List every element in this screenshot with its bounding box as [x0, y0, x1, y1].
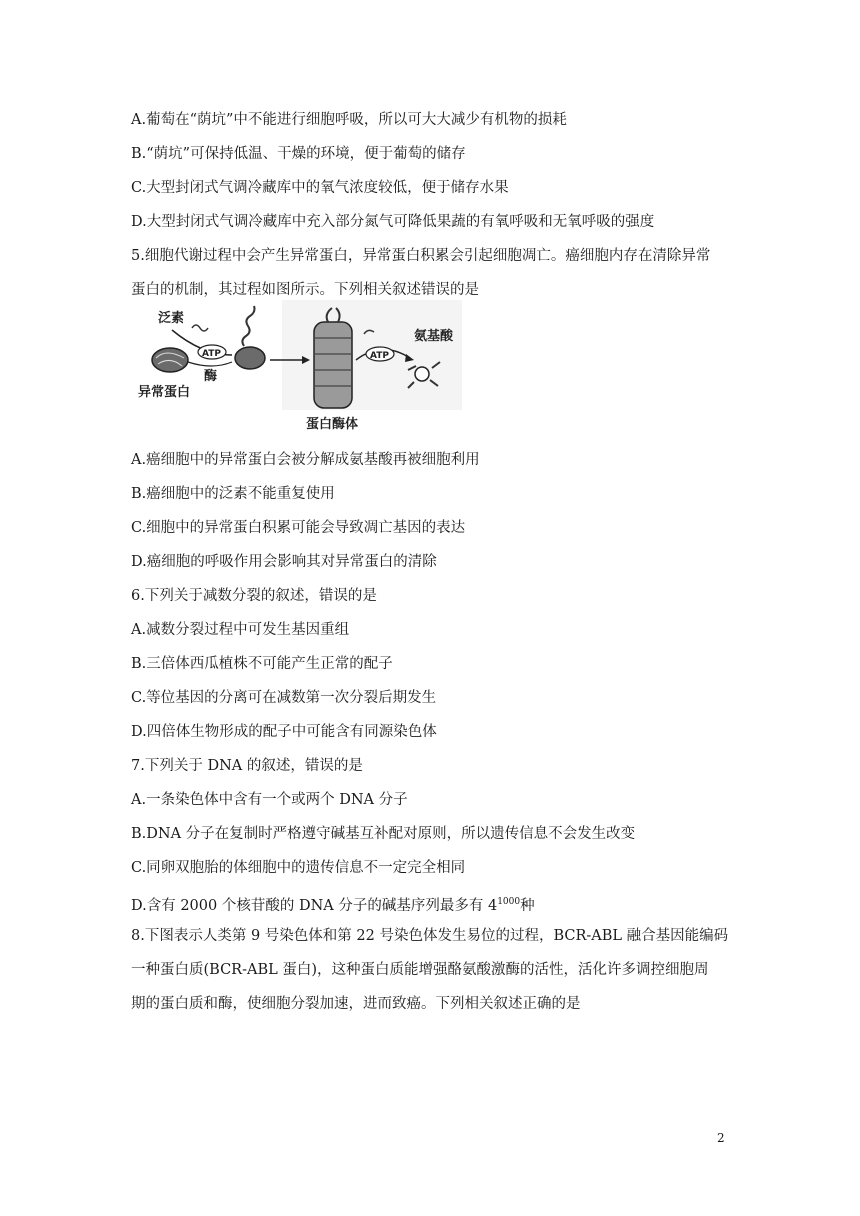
atp-label-2: ATP [370, 351, 390, 361]
proteasome-icon [314, 322, 352, 408]
tagged-protein-icon [235, 347, 265, 369]
q6-option-c: C.等位基因的分离可在减数第一次分裂后期发生 [131, 690, 437, 706]
q6-option-d: D.四倍体生物形成的配子中可能含有同源染色体 [131, 724, 437, 740]
q7-option-b: B.DNA 分子在复制时严格遵守碱基互补配对原则，所以遗传信息不会发生改变 [131, 826, 636, 842]
q8-stem-line-3: 期的蛋白质和酶，使细胞分裂加速，进而致癌。下列相关叙述正确的是 [131, 996, 581, 1012]
q5-option-a: A.癌细胞中的异常蛋白会被分解成氨基酸再被细胞利用 [131, 452, 480, 468]
proteasome-label: 蛋白酶体 [306, 417, 359, 432]
q6-option-b: B.三倍体西瓜植株不可能产生正常的配子 [131, 656, 393, 672]
abnormal-protein-label: 异常蛋白 [138, 385, 191, 400]
ubiquitin-chain-icon [192, 325, 208, 331]
enzyme-label: 酶 [204, 369, 218, 384]
atp-label-1: ATP [202, 349, 222, 359]
ubiquitin-label: 泛素 [158, 311, 185, 326]
polyubiquitin-chain-icon [242, 306, 254, 346]
amino-acid-icon [415, 367, 429, 381]
q4-option-b: B.“荫坑”可保持低温、干燥的环境，便于葡萄的储存 [131, 146, 466, 162]
q8-stem-line-2: 一种蛋白质(BCR-ABL 蛋白)，这种蛋白质能增强酪氨酸激酶的活性，活化许多调控细胞周 [131, 962, 709, 978]
atp-return-arrow-1 [188, 362, 232, 366]
q7-option-c: C.同卵双胞胎的体细胞中的遗传信息不一定完全相同 [131, 860, 466, 876]
protein-degradation-figure [132, 300, 462, 448]
q4-option-d: D.大型封闭式气调冷藏库中充入部分氮气可降低果蔬的有氧呼吸和无氧呼吸的强度 [131, 214, 655, 230]
q5-option-d: D.癌细胞的呼吸作用会影响其对异常蛋白的清除 [131, 554, 437, 570]
q7-stem: 7.下列关于 DNA 的叙述，错误的是 [131, 758, 363, 774]
q5-option-b: B.癌细胞中的泛素不能重复使用 [131, 486, 335, 502]
q7-option-d-prefix: D.含有 2000 个核苷酸的 DNA 分子的碱基序列最多有 4 [131, 898, 498, 914]
q5-stem-line-1: 5.细胞代谢过程中会产生异常蛋白，异常蛋白积累会引起细胞凋亡。癌细胞内存在清除异常 [131, 248, 711, 264]
q5-option-c: C.细胞中的异常蛋白积累可能会导致凋亡基因的表达 [131, 520, 466, 536]
q6-stem: 6.下列关于减数分裂的叙述，错误的是 [131, 588, 377, 604]
q4-option-c: C.大型封闭式气调冷藏库中的氧气浓度较低，便于储存水果 [131, 180, 509, 196]
q7-option-d-exponent: 1000 [497, 897, 521, 907]
q8-stem-line-1: 8.下图表示人类第 9 号染色体和第 22 号染色体发生易位的过程，BCR-ABL 融合基因能编码 [131, 928, 729, 944]
q6-option-a: A.减数分裂过程中可发生基因重组 [131, 622, 350, 638]
q7-option-d [131, 892, 535, 916]
q4-option-a: A.葡萄在“荫坑”中不能进行细胞呼吸，所以可大大减少有机物的损耗 [131, 112, 567, 128]
page-number: 2 [717, 1131, 725, 1145]
q5-stem-line-2: 蛋白的机制，其过程如图所示。下列相关叙述错误的是 [131, 282, 479, 298]
q7-option-d-suffix: 种 [520, 898, 535, 914]
amino-acid-label: 氨基酸 [414, 329, 454, 344]
q7-option-a: A.一条染色体中含有一个或两个 DNA 分子 [131, 792, 408, 808]
